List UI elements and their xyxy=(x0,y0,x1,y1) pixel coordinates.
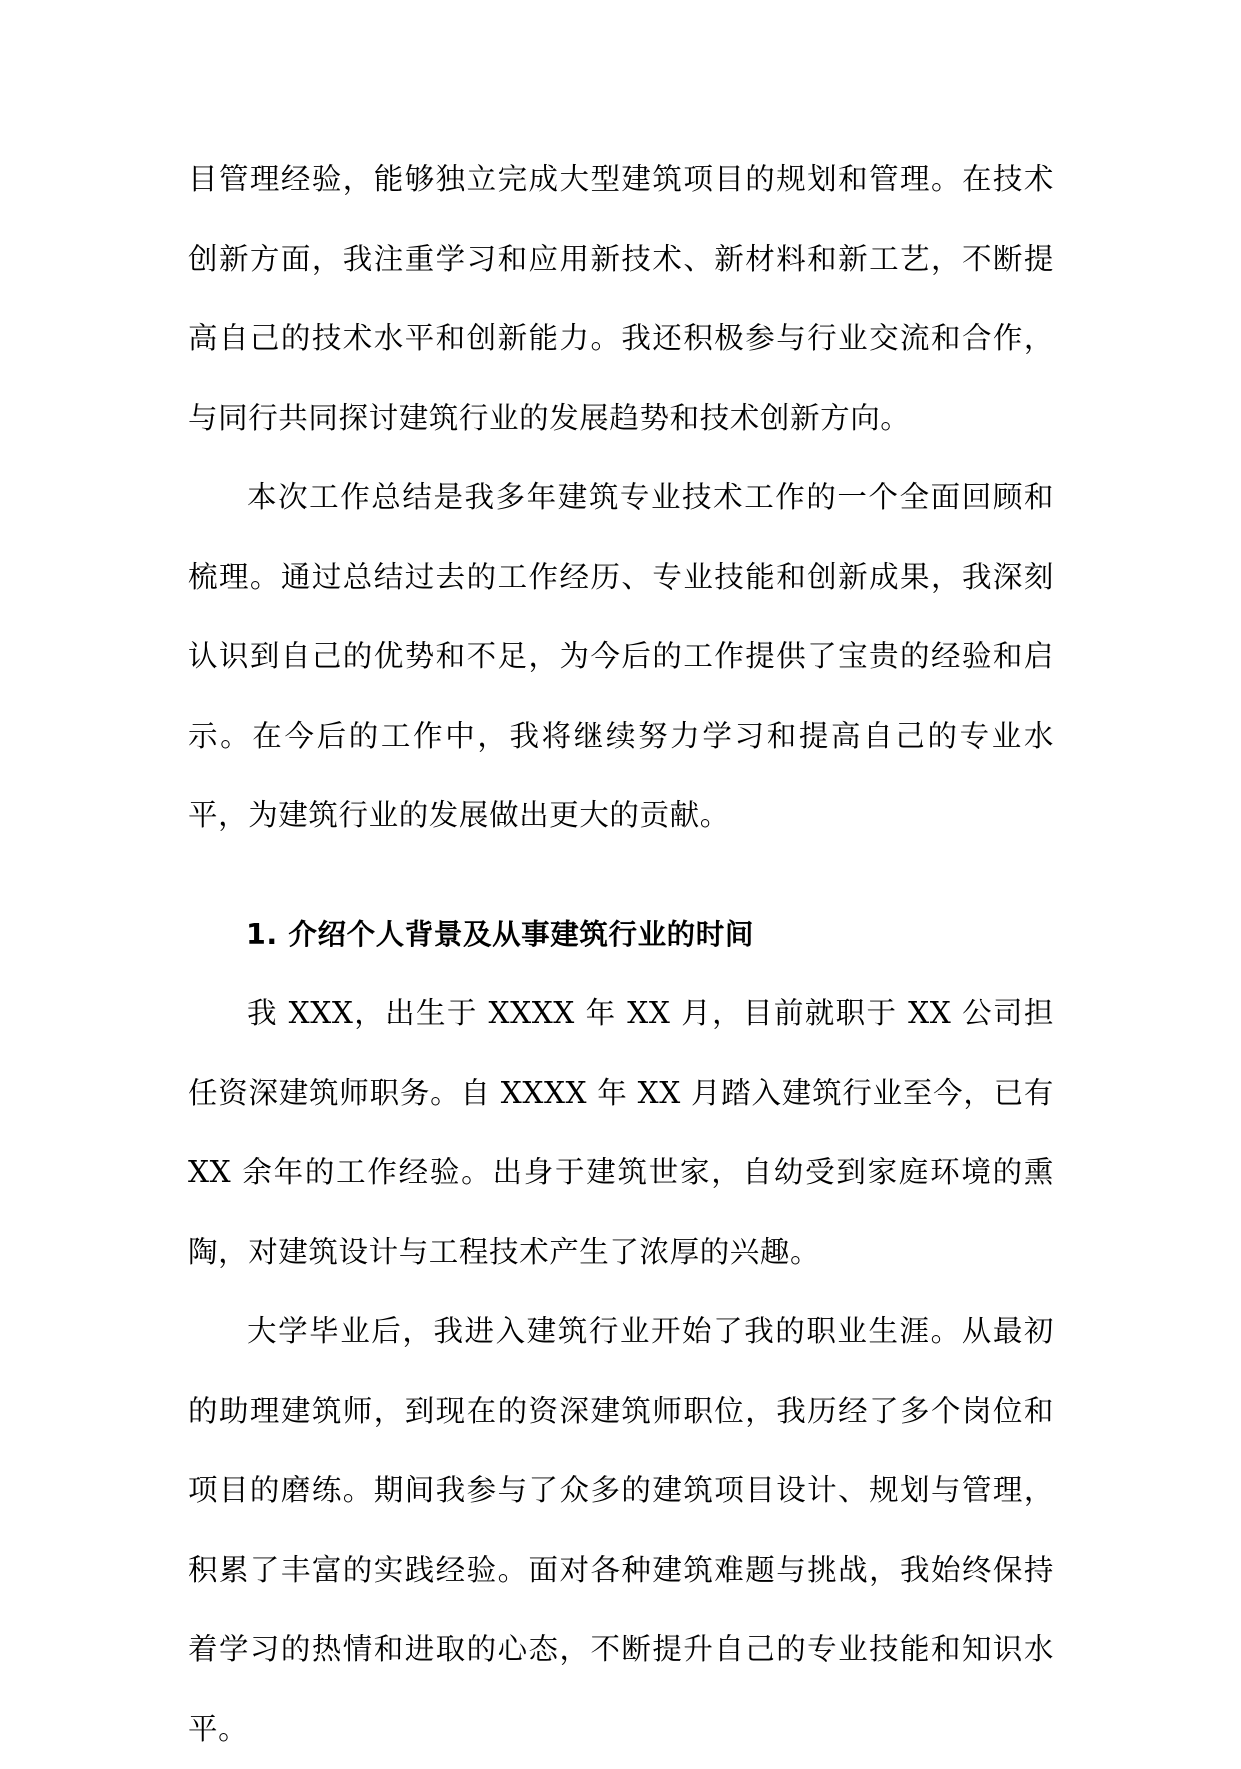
paragraph-continued: 目管理经验，能够独立完成大型建筑项目的规划和管理。在技术创新方面，我注重学习和应用新技术、新材料和新工艺，不断提高自己的技术水平和创新能力。我还积极参与行业交流和合作，与同行共同探讨建筑行业的发展趋势和技术创新方向。 xyxy=(188,162,1054,435)
paragraph-career: 大学毕业后，我进入建筑行业开始了我的职业生涯。从最初的助理建筑师，到现在的资深建筑师职位，我历经了多个岗位和项目的磨练。期间我参与了众多的建筑项目设计、规划与管理，积累了丰富的实践经验。面对各种建筑难题与挑战，我始终保持着学习的热情和进取的心态，不断提升自己的专业技能和知识水平。 xyxy=(188,1314,1054,1746)
paragraph-personal-background: 我 XXX，出生于 XXXX 年 XX 月，目前就职于 XX 公司担任资深建筑师职务。自 XXXX 年 XX 月踏入建筑行业至今，已有 XX 余年的工作经验。出身于建筑世家，自幼受到家庭环境的熏陶，对建筑设计与工程技术产生了浓厚的兴趣。 xyxy=(188,996,1054,1269)
paragraph-summary: 本次工作总结是我多年建筑专业技术工作的一个全面回顾和梳理。通过总结过去的工作经历、专业技能和创新成果，我深刻认识到自己的优势和不足，为今后的工作提供了宝贵的经验和启示。在今后的工作中，我将继续努力学习和提高自己的专业水平，为建筑行业的发展做出更大的贡献。 xyxy=(188,480,1054,832)
section-heading: 1. 介绍个人背景及从事建筑行业的时间 xyxy=(246,917,754,951)
document-body xyxy=(188,140,1054,1769)
